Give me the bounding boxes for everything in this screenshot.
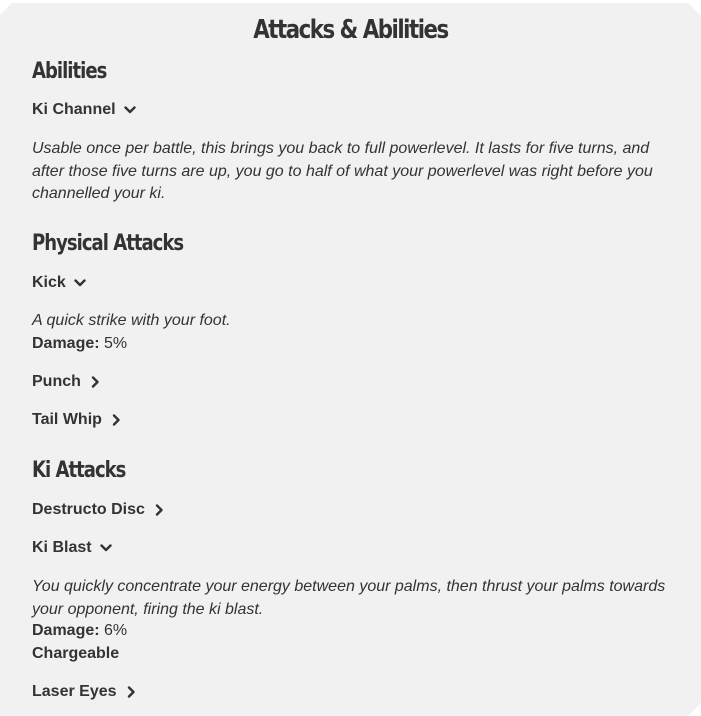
attack-tail-whip-label: Tail Whip (32, 411, 102, 428)
attack-ki-blast-description: You quickly concentrate your energy between your palms, then thrust your palms towards your opponent, firing the ki blast. (32, 578, 666, 618)
attack-kick-description: A quick strike with your foot. (32, 312, 231, 329)
chevron-down-icon (74, 277, 86, 289)
chevron-down-icon (100, 542, 112, 554)
damage-label: Damage: (32, 335, 100, 352)
attack-destructo-disc-label: Destructo Disc (32, 501, 145, 518)
ability-ki-channel-description: Usable once per battle, this brings you back to full powerlevel. It lasts for five turns, and after those five turns are up, you go to half of what your powerlevel was right before you channelled your ki. (32, 140, 653, 202)
attack-tail-whip-toggle[interactable] (32, 409, 122, 431)
section-title-ki-attacks: Ki Attacks (32, 458, 126, 483)
chevron-down-icon (124, 104, 136, 116)
section-title-abilities: Abilities (32, 59, 107, 84)
damage-value: 5% (104, 335, 128, 352)
attack-ki-blast-label: Ki Blast (32, 539, 92, 556)
chevron-right-icon (125, 686, 137, 698)
attack-ki-blast-chargeable (32, 643, 119, 665)
attack-ki-blast-damage (32, 620, 127, 642)
damage-value: 6% (104, 622, 128, 639)
attack-punch-label: Punch (32, 373, 81, 390)
ability-ki-channel-label: Ki Channel (32, 101, 116, 118)
chevron-right-icon (89, 376, 101, 388)
attack-kick-label: Kick (32, 274, 66, 291)
chargeable-label: Chargeable (32, 645, 120, 662)
section-title-physical-attacks: Physical Attacks (32, 231, 184, 256)
chevron-right-icon (110, 414, 122, 426)
attack-kick-toggle[interactable] (32, 272, 86, 294)
attack-kick-damage (32, 333, 127, 355)
attack-laser-eyes-label: Laser Eyes (32, 683, 117, 700)
damage-label: Damage: (32, 622, 100, 639)
page-title: Attacks & Abilities (253, 15, 448, 45)
ability-ki-channel-toggle[interactable] (32, 99, 136, 121)
attack-destructo-disc-toggle[interactable] (32, 499, 165, 521)
attack-laser-eyes-toggle[interactable] (32, 681, 137, 703)
attack-ki-blast-toggle[interactable] (32, 537, 112, 559)
chevron-right-icon (153, 504, 165, 516)
attack-punch-toggle[interactable] (32, 371, 101, 393)
